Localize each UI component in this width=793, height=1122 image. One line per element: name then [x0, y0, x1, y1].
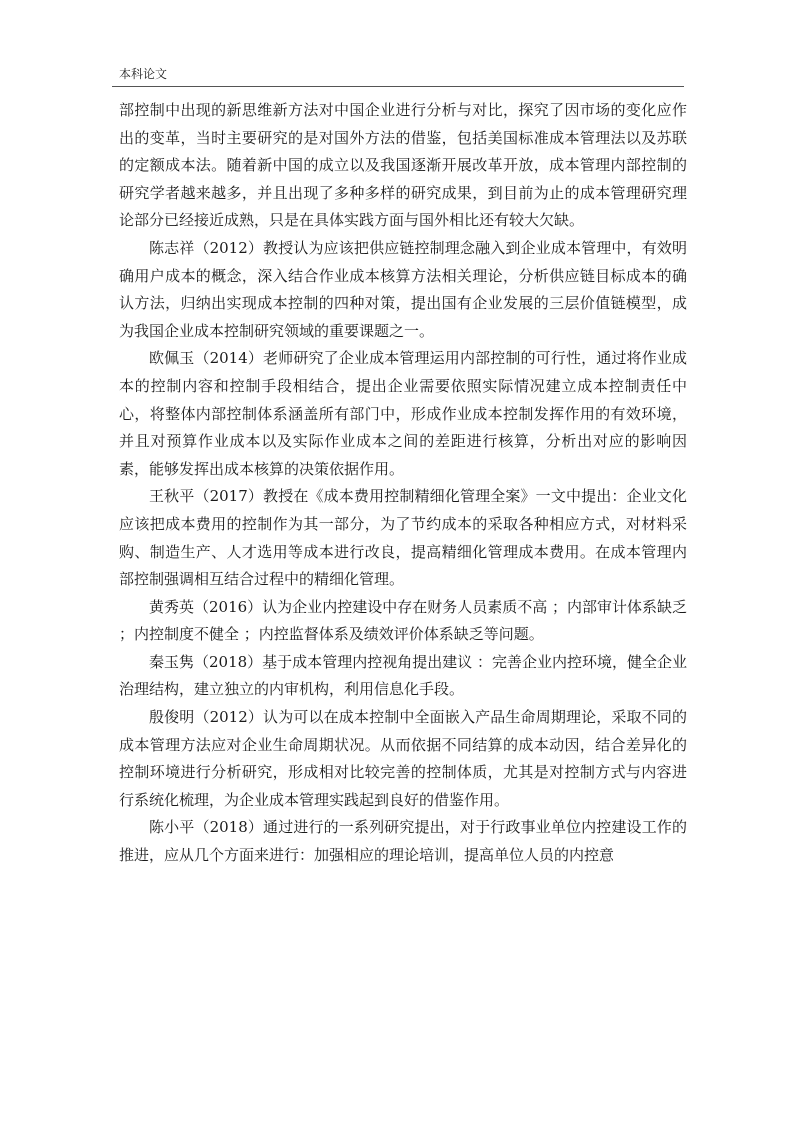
header-divider [112, 86, 684, 87]
paragraph-chen-zhixiang: 陈志祥（2012）教授认为应该把供应链控制理念融入到企业成本管理中，有效明确用户成本的概念，深入结合作业成本核算方法相关理论，分析供应链目标成本的确认方法，归纳出实现成本控制的四种对策，提出国有企业发展的三层价值链模型，成为我国企业成本控制研究领域的重要课题之一。 [119, 238, 687, 340]
paragraph-yin-junming: 殷俊明（2012）认为可以在成本控制中全面嵌入产品生命周期理论，采取不同的成本管理方法应对企业生命周期状况。从而依据不同结算的成本动因，结合差异化的控制环境进行分析研究，形成相对比较完善的控制体质，尤其是对控制方式与内容进行系统化梳理，为企业成本管理实践起到良好的借鉴作用。 [119, 708, 687, 809]
paragraph-huang-xiuying: 黄秀英（2016）认为企业内控建设中存在财务人员素质不高 ；内部审计体系缺乏 ；内控制度不健全 ；内控监督体系及绩效评价体系缺乏等问题。 [119, 597, 687, 644]
paragraph-chen-xiaoping: 陈小平（2018）通过进行的一系列研究提出，对于行政事业单位内控建设工作的推进，应从几个方面来进行：加强相应的理论培训，提高单位人员的内控意 [119, 818, 687, 865]
paragraph-wang-qiuping: 王秋平（2017）教授在《成本费用控制精细化管理全案》一文中提出：企业文化应该把成本费用的控制作为其一部分，为了节约成本的采取各种相应方式，对材料采购、制造生产、人才选用等成本进行改良，提高精细化管理成本费用。在成本管理内部控制强调相互结合过程中的精细化管理。 [119, 487, 687, 589]
running-header: 本科论文 [119, 67, 168, 81]
paragraph-qin-yujun: 秦玉隽（2018）基于成本管理内控视角提出建议 ：完善企业内控环境，健全企业治理结构，建立独立的内审机构，利用信息化手段。 [119, 652, 687, 699]
paragraph-ou-peiyu: 欧佩玉（2014）老师研究了企业成本管理运用内部控制的可行性，通过将作业成本的控制内容和控制手段相结合，提出企业需要依照实际情况建立成本控制责任中心，将整体内部控制体系涵盖所有部门中，形成作业成本控制发挥作用的有效环境，并且对预算作业成本以及实际作业成本之间的差距进行核算，分析出对应的影响因素，能够发挥出成本核算的决策依据作用。 [119, 349, 687, 478]
body-text [119, 97, 687, 870]
paragraph-continuation: 部控制中出现的新思维新方法对中国企业进行分析与对比，探究了因市场的变化应作出的变革，当时主要研究的是对国外方法的借鉴，包括美国标准成本管理法以及苏联的定额成本法。随着新中国的成立以及我国逐渐开展改革开放，成本管理内部控制的研究学者越来越多，并且出现了多种多样的研究成果，到目前为止的成本管理研究理论部分已经接近成熟，只是在具体实践方面与国外相比还有较大欠缺。 [119, 101, 687, 230]
